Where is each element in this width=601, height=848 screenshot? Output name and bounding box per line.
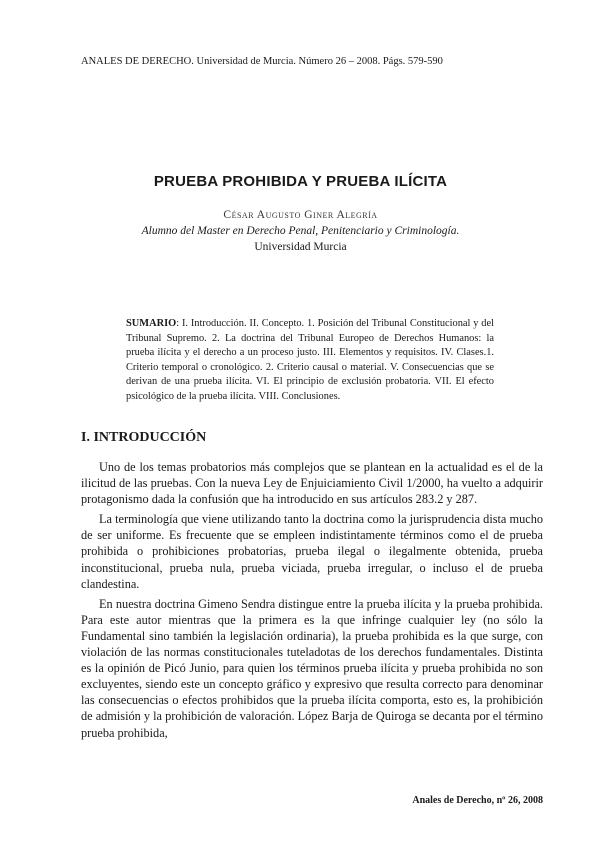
summary-label: SUMARIO (126, 318, 177, 329)
summary-text: : I. Introducción. II. Concepto. 1. Posición del Tribunal Constitucional y del Tribunal Supremo. 2. La doctrina del Tribunal Europeo de Derechos Humanos: la prueba ilícita y el derecho a un proceso justo. III. Elementos y requisitos. IV. Clases.1. Criterio temporal o cronológico. 2. Criterio causal o material. V. Consecuencias que se derivan de una prueba ilícita. VI. El principio de exclusión probatoria. VII. El efecto psicológico de la prueba ilícita. VIII. Conclusiones. (126, 318, 494, 402)
paragraph: La terminología que viene utilizando tanto la doctrina como la jurisprudencia dista mucho de ser uniforme. Es frecuente que se empleen indistintamente términos como el de prueba prohibida o prohibiciones probatorias, prueba ilegal o ilegalmente obtenida, prueba inconstitucional, prueba nula, prueba viciada, prueba irregular, o incluso el de prueba clandestina. (81, 512, 543, 591)
author-institution: Universidad Murcia (254, 241, 347, 253)
author-name: César Augusto Giner Alegría (223, 209, 378, 221)
author-block (0, 207, 601, 255)
author-role: Alumno del Master en Derecho Penal, Penitenciario y Criminología. (141, 225, 460, 237)
body-text (81, 459, 543, 745)
summary (126, 317, 494, 404)
page-footer: Anales de Derecho, nº 26, 2008 (412, 795, 543, 806)
paragraph: En nuestra doctrina Gimeno Sendra distingue entre la prueba ilícita y la prueba prohibida. Para este autor mientras que la primera es la que infringe cualquier ley (no sólo la Fundamental sino también la legislación ordinaria), la prueba prohibida es la que surge, con violación de las normas constitucionales tuteladotas de los derechos fundamentales. Distinta es la opinión de Picó Junio, para quien los términos prueba ilícita y prueba prohibida no son excluyentes, siendo este un concepto gráfico y expresivo que resulta correcto para denominar las consecuencias o efectos prohibidos que la prueba ilícita comporta, esto es, la prohibición de admisión y la prohibición de valoración. López Barja de Quiroga se decanta por el término prueba prohibida, (81, 596, 543, 740)
section-heading: I. INTRODUCCIÓN (81, 430, 207, 445)
article-title: PRUEBA PROHIBIDA Y PRUEBA ILÍCITA (153, 173, 448, 190)
running-head: ANALES DE DERECHO. Universidad de Murcia. Número 26 – 2008. Págs. 579-590 (81, 56, 443, 67)
paragraph: Uno de los temas probatorios más complejos que se plantean en la actualidad es el de la ilicitud de las pruebas. Con la nueva Ley de Enjuiciamiento Civil 1/2000, ha vuelto a adquirir protagonismo dada la confusión que ha introducido en sus artículos 283.2 y 287. (81, 460, 543, 507)
